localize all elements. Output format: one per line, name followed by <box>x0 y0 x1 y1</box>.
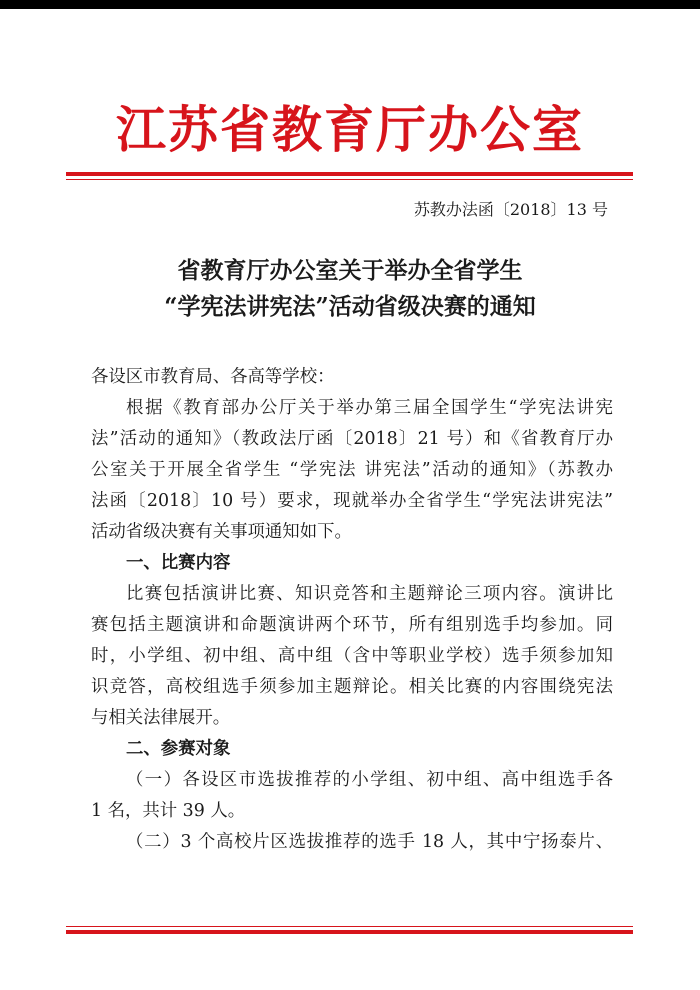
paragraph-line: 公室关于开展全省学生 “学宪法 讲宪法”活动的通知》（苏教办 <box>91 460 613 480</box>
header-red-rule-thick <box>66 172 633 176</box>
paragraph-line: 法”活动的通知》（教政法厅函〔2018〕21 号）和《省教育厅办 <box>91 429 613 449</box>
paragraph-line: 赛包括主题演讲和命题演讲两个环节，所有组别选手均参加。同 <box>91 615 613 635</box>
footer-red-rule-thick <box>66 930 633 934</box>
paragraph-line: 比赛包括演讲比赛、知识竞答和主题辩论三项内容。演讲比 <box>126 584 613 604</box>
document-body <box>91 362 613 858</box>
header-red-rule-thin <box>66 179 633 180</box>
paragraph-line: （二）3 个高校片区选拔推荐的选手 18 人，其中宁扬泰片、 <box>126 832 613 852</box>
paragraph-line: 识竞答，高校组选手须参加主题辩论。相关比赛的内容围绕宪法 <box>91 677 613 697</box>
paragraph-line: （一）各设区市选拔推荐的小学组、初中组、高中组选手各 <box>126 770 613 790</box>
paragraph-line: 时，小学组、初中组、高中组（含中等职业学校）选手须参加知 <box>91 646 613 666</box>
paragraph-line: 1 名，共计 39 人。 <box>91 801 246 821</box>
paragraph-line: 与相关法律展开。 <box>91 708 231 728</box>
section-heading: 二、参赛对象 <box>126 739 231 759</box>
top-border <box>0 0 700 9</box>
paragraph-line: 根据《教育部办公厅关于举办第三届全国学生“学宪法讲宪 <box>126 398 613 418</box>
footer-red-rule-thin <box>66 926 633 927</box>
notice-title-line-1: 省教育厅办公室关于举办全省学生 <box>177 257 523 284</box>
notice-title-line-2: “学宪法讲宪法”活动省级决赛的通知 <box>164 293 536 320</box>
salutation: 各设区市教育局、各高等学校： <box>91 367 335 387</box>
section-heading: 一、比赛内容 <box>126 553 231 573</box>
masthead-title: 江苏省教育厅办公室 <box>116 100 584 159</box>
paragraph-line: 活动省级决赛有关事项通知如下。 <box>91 522 352 542</box>
paragraph-line: 法函〔2018〕10 号）要求，现就举办全省学生“学宪法讲宪法” <box>91 491 613 511</box>
document-number: 苏教办法函〔2018〕13 号 <box>413 200 608 219</box>
